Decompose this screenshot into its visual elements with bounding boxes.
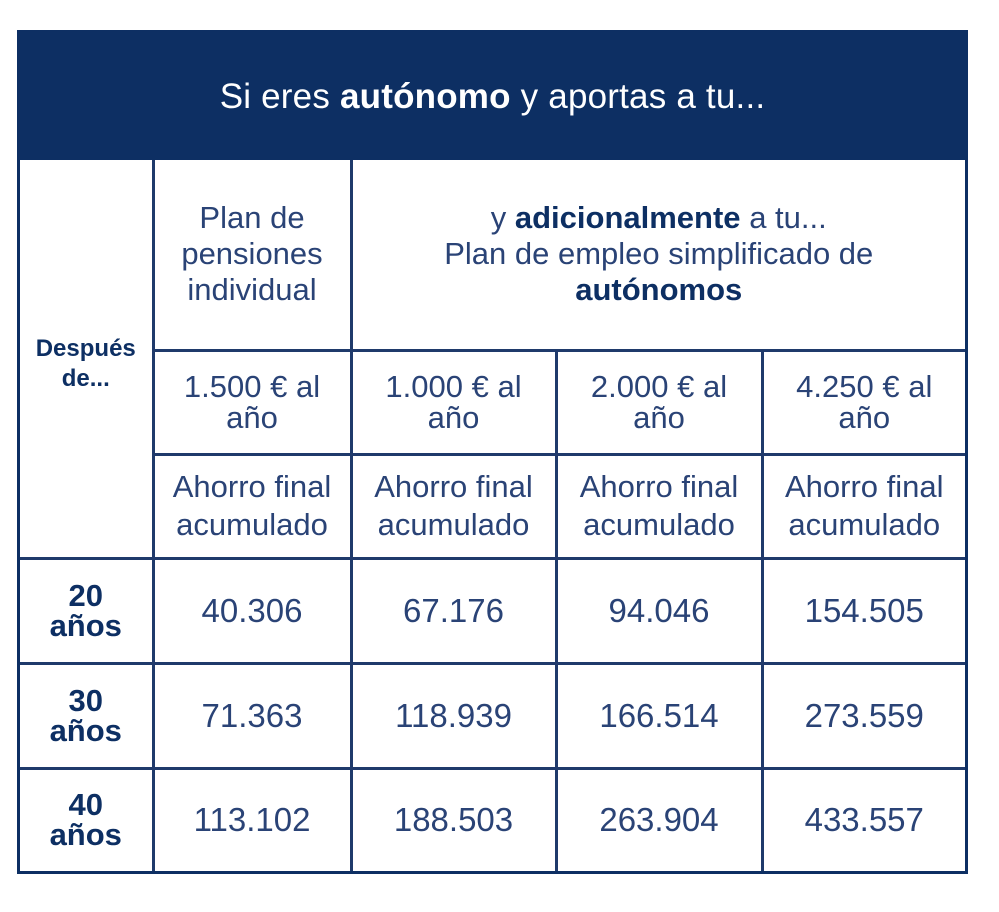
header-row-plans <box>20 160 965 350</box>
contribution-line2: año <box>226 400 278 435</box>
contribution-line1: 1.500 € al <box>183 369 321 404</box>
ahorro-line1: Ahorro final <box>374 469 533 504</box>
value-cell: 263.904 <box>556 768 762 871</box>
value-cell: 118.939 <box>351 663 556 768</box>
table-row <box>20 663 965 768</box>
years-word: años <box>49 607 122 643</box>
contribution-line1: 1.000 € al <box>385 369 522 404</box>
ahorro-line1: Ahorro final <box>784 469 944 504</box>
additional-plan-line2: Plan de empleo simplificado de <box>444 236 874 272</box>
contribution-line1: 2.000 € al <box>590 369 728 404</box>
ahorro-line1: Ahorro final <box>172 469 332 504</box>
contribution-line1: 4.250 € al <box>796 369 933 404</box>
despues-header-cell <box>20 160 153 558</box>
table-title <box>20 33 965 160</box>
contribution-line2: año <box>838 400 891 435</box>
value-cell: 113.102 <box>153 768 351 871</box>
contribution-cell <box>556 350 762 454</box>
ahorro-line1: Ahorro final <box>579 469 739 504</box>
value-cell: 154.505 <box>762 558 965 663</box>
contribution-cell <box>153 350 351 454</box>
ahorro-cell <box>351 454 556 558</box>
contribution-line2: año <box>633 400 685 435</box>
value-cell: 166.514 <box>556 663 762 768</box>
table-row <box>20 558 965 663</box>
table-row <box>20 768 965 871</box>
additional-plan-prefix: y <box>490 200 507 236</box>
individual-plan-line2: pensiones <box>181 236 323 272</box>
ahorro-line2: acumulado <box>377 507 530 542</box>
ahorro-line2: acumulado <box>583 507 735 542</box>
additional-plan-suffix: a tu... <box>749 200 827 236</box>
ahorro-cell <box>556 454 762 558</box>
value-cell: 67.176 <box>351 558 556 663</box>
individual-plan-header <box>153 160 351 350</box>
years-cell <box>20 663 153 768</box>
value-cell: 94.046 <box>556 558 762 663</box>
despues-label-line1: Después <box>35 335 136 363</box>
value-cell: 71.363 <box>153 663 351 768</box>
ahorro-line2: acumulado <box>176 507 328 542</box>
header-row-ahorro <box>20 454 965 558</box>
years-word: años <box>49 712 122 748</box>
title-bold: autónomo <box>339 76 511 116</box>
contribution-line2: año <box>427 400 480 435</box>
savings-table-frame <box>17 30 968 874</box>
additional-plan-line1 <box>353 200 966 236</box>
title-suffix: y aportas a tu... <box>520 76 766 116</box>
additional-plan-bold: adicionalmente <box>514 200 741 236</box>
years-cell <box>20 558 153 663</box>
years-cell <box>20 768 153 871</box>
ahorro-cell <box>762 454 965 558</box>
value-cell: 273.559 <box>762 663 965 768</box>
title-prefix: Si eres <box>219 76 331 116</box>
individual-plan-line3: individual <box>187 272 317 308</box>
header-row-contributions <box>20 350 965 454</box>
years-number: 30 <box>68 682 103 718</box>
savings-table <box>20 160 965 871</box>
individual-plan-line1: Plan de <box>199 200 305 236</box>
years-number: 20 <box>68 577 103 613</box>
additional-plan-header <box>351 160 965 350</box>
value-cell: 40.306 <box>153 558 351 663</box>
contribution-cell <box>762 350 965 454</box>
despues-label-line2: de... <box>61 365 110 393</box>
contribution-cell <box>351 350 556 454</box>
ahorro-line2: acumulado <box>788 507 941 542</box>
value-cell: 188.503 <box>351 768 556 871</box>
years-number: 40 <box>68 787 103 823</box>
years-word: años <box>49 817 122 853</box>
additional-plan-line3: autónomos <box>575 272 743 308</box>
ahorro-cell <box>153 454 351 558</box>
value-cell: 433.557 <box>762 768 965 871</box>
